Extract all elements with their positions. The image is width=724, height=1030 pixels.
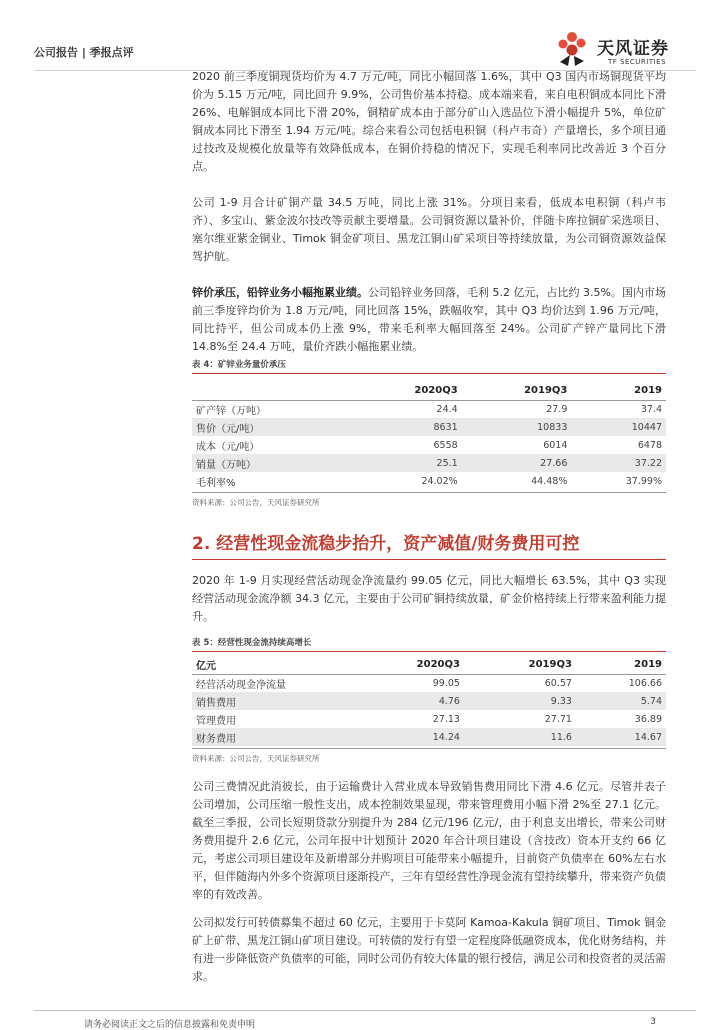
- table4-title: 表 4：矿锌业务量价承压: [192, 358, 666, 374]
- table5-header-2019: 2019: [576, 656, 666, 674]
- table4-cell: 37.99%: [625, 475, 662, 487]
- table4-block: [192, 358, 666, 508]
- table5-row-label: 管理费用: [196, 715, 236, 727]
- zinc-body: 公司铅锌业务回落，毛利 5.2 亿元，占比约 3.5%。国内市场前三季度锌均价为 1.8 万元/吨，同比回落 15%，跌幅收窄，其中 Q3 均价达到 1.96 万元/吨，同比持平，但公司成本仍上涨 9%，带来毛利率大幅回落至 24%。公司矿产锌产量同比下滑 14.8%至 24.4 万吨，量价齐跌小幅拖累业绩。: [192, 286, 666, 353]
- table-row: [192, 728, 666, 746]
- table5-row-label: 经营活动现金净流量: [196, 679, 286, 691]
- table-row: [192, 454, 666, 472]
- table5-block: [192, 636, 666, 764]
- table5-cell: 60.57: [544, 677, 572, 689]
- table4-cell: 37.22: [571, 454, 666, 472]
- table5-bottom-rule: [192, 748, 666, 749]
- table4-row-label: 毛利率%: [196, 477, 236, 489]
- table4-cell: 27.66: [462, 454, 572, 472]
- table4-cell: 10447: [571, 418, 666, 436]
- table5-cell: 99.05: [432, 677, 460, 689]
- table4-bottom-rule: [192, 492, 666, 493]
- table4-cell: 44.48%: [531, 475, 568, 487]
- table5-header-unit: 亿元: [192, 656, 352, 674]
- table5-cell: 4.76: [352, 692, 464, 710]
- table5-title: 表 5：经营性现金流持续高增长: [192, 636, 666, 652]
- table4-header-2020q3: 2020Q3: [352, 382, 462, 400]
- table-header-row: [192, 382, 666, 400]
- paragraph-copper-output: 公司 1-9 月合计矿铜产量 34.5 万吨，同比上涨 31%。分项目来看，低成本电积铜（科卢韦齐）、多宝山、紫金波尔技改等贡献主要增量。公司铜资源以量补价，伴随卡库拉铜矿采选项目、塞尔维亚紫金铜业、Timok 铜金矿项目、黑龙江铜山矿采项目等持续放量，为公司铜资源效益保驾护航。: [192, 196, 666, 263]
- paragraph-copper-price: 2020 前三季度铜现货均价为 4.7 万元/吨，同比小幅回落 1.6%，其中 Q3 国内市场铜现货平均价为 5.15 万元/吨，同比回升 9.9%，公司售价基本持稳。成本端来看，来自电积铜成本同比下滑 26%、电解铜成本同比下滑 20%，铜精矿成本由于部分矿山入选品位下滑小幅提升 5%，单位矿铜成本同比下滑至 1.94 万元/吨。综合来看公司包括电积铜（科卢韦奇）产量增长，多个项目通过技改及规模化放量等有效降低成本，在铜价持稳的情况下，实现毛利率同比改善近 3 个百分点。: [192, 70, 666, 173]
- table-row: [192, 436, 666, 454]
- tf-logo-icon: [552, 28, 596, 72]
- table4-row-label: 矿产锌（万吨）: [196, 405, 266, 417]
- table5-cell: 106.66: [628, 677, 662, 689]
- footer-divider: [34, 1010, 696, 1011]
- table5-cell: 27.71: [544, 713, 572, 725]
- table-row: [192, 418, 666, 436]
- table5-cell: 14.67: [576, 728, 666, 746]
- table4-cell: 10833: [462, 418, 572, 436]
- table5-header-2020q3: 2020Q3: [352, 656, 464, 674]
- table4-cell: 6478: [637, 439, 662, 451]
- table5-cell: 9.33: [464, 692, 576, 710]
- logo-text-en: TF SECURITIES: [608, 58, 667, 66]
- table4-cell: 6558: [433, 439, 458, 451]
- table-row: [192, 710, 666, 728]
- table-row: [192, 400, 666, 418]
- paragraph-zinc: [192, 284, 666, 356]
- table-row: [192, 692, 666, 710]
- table5-cell: 5.74: [576, 692, 666, 710]
- section-2-heading: 2. 经营性现金流稳步抬升，资产减值/财务费用可控: [192, 528, 666, 560]
- table5-cell: 27.13: [432, 713, 460, 725]
- table5-header-2019q3: 2019Q3: [464, 656, 576, 674]
- table4-row-label: 成本（元/吨）: [196, 441, 260, 453]
- table-row: [192, 674, 666, 692]
- page-number: 3: [650, 1017, 656, 1027]
- table5-cell: 11.6: [464, 728, 576, 746]
- zinc-heading: 锌价承压，铅锌业务小幅拖累业绩。: [192, 286, 369, 299]
- footer-disclaimer: 请务必阅读正文之后的信息披露和免责申明: [84, 1020, 256, 1030]
- table4-cell: 25.1: [352, 454, 462, 472]
- table5-cell: 36.89: [634, 713, 662, 725]
- table5-row-label: 销售费用: [192, 692, 352, 710]
- paragraph-cashflow: 2020 年 1-9 月实现经营活动现金净流量约 99.05 亿元，同比大幅增长 63.5%，其中 Q3 实现经营活动现金流净额 34.3 亿元，主要由于公司矿铜持续放量，矿金价格持续上行带来盈利能力提升。: [192, 574, 666, 623]
- table5: [192, 656, 666, 746]
- table5-row-label: 财务费用: [192, 728, 352, 746]
- table4-cell: 8631: [352, 418, 462, 436]
- table4-row-label: 售价（元/吨）: [192, 418, 352, 436]
- table4-header-label: [192, 382, 352, 400]
- table4-row-label: 销量（万吨）: [192, 454, 352, 472]
- table4-cell: 6014: [543, 439, 568, 451]
- report-type-label: 公司报告 | 季报点评: [34, 46, 134, 59]
- table-row: [192, 472, 666, 490]
- table4: [192, 382, 666, 490]
- table4-cell: 24.4: [436, 403, 458, 415]
- paragraph-convertible-bond: 公司拟发行可转债募集不超过 60 亿元，主要用于卡莫阿 Kamoa-Kakula 铜矿项目、Timok 铜金矿上矿带、黑龙江铜山矿项目建设。可转债的发行有望一定程度降低融资成本，优化财务结构，并有进一步降低资产负债率的可能，同时公司仍有较大体量的银行授信，满足公司和投资者的灵活需求。: [192, 916, 666, 983]
- logo-text-cn: 天风证券: [597, 39, 669, 59]
- main-content: [192, 68, 666, 986]
- table5-source: 资料来源：公司公告，天风证券研究所: [192, 754, 320, 763]
- table4-cell: 37.4: [640, 403, 662, 415]
- paragraph-expenses: 公司三费情况此消彼长，由于运输费计入营业成本导致销售费用同比下滑 4.6 亿元。尽管并表子公司增加，公司压缩一般性支出，成本控制效果显现，带来管理费用小幅下滑 2%至 27.1 亿元。截至三季报，公司长短期贷款分别提升为 284 亿元/196 亿元/，由于利息支出增长，带来公司财务费用提升 2.6 亿元，公司年报中计划预计 2020 年合计项目建设（含技改）资本开支约 66 亿元，考虑公司项目建设年及新增部分并购项目可能带来小幅提升，目前资产负债率在 60%左右水平，但伴随海内外多个资源项目逐渐投产，三年有望经营性净现金流有望持续攀升，带来资产负债率的有效改善。: [192, 780, 666, 901]
- table4-header-2019q3: 2019Q3: [462, 382, 572, 400]
- table4-cell: 24.02%: [421, 475, 458, 487]
- table4-header-2019: 2019: [571, 382, 666, 400]
- table4-cell: 27.9: [546, 403, 568, 415]
- table-header-row: [192, 656, 666, 674]
- table5-cell: 14.24: [352, 728, 464, 746]
- table4-source: 资料来源：公司公告，天风证券研究所: [192, 498, 320, 507]
